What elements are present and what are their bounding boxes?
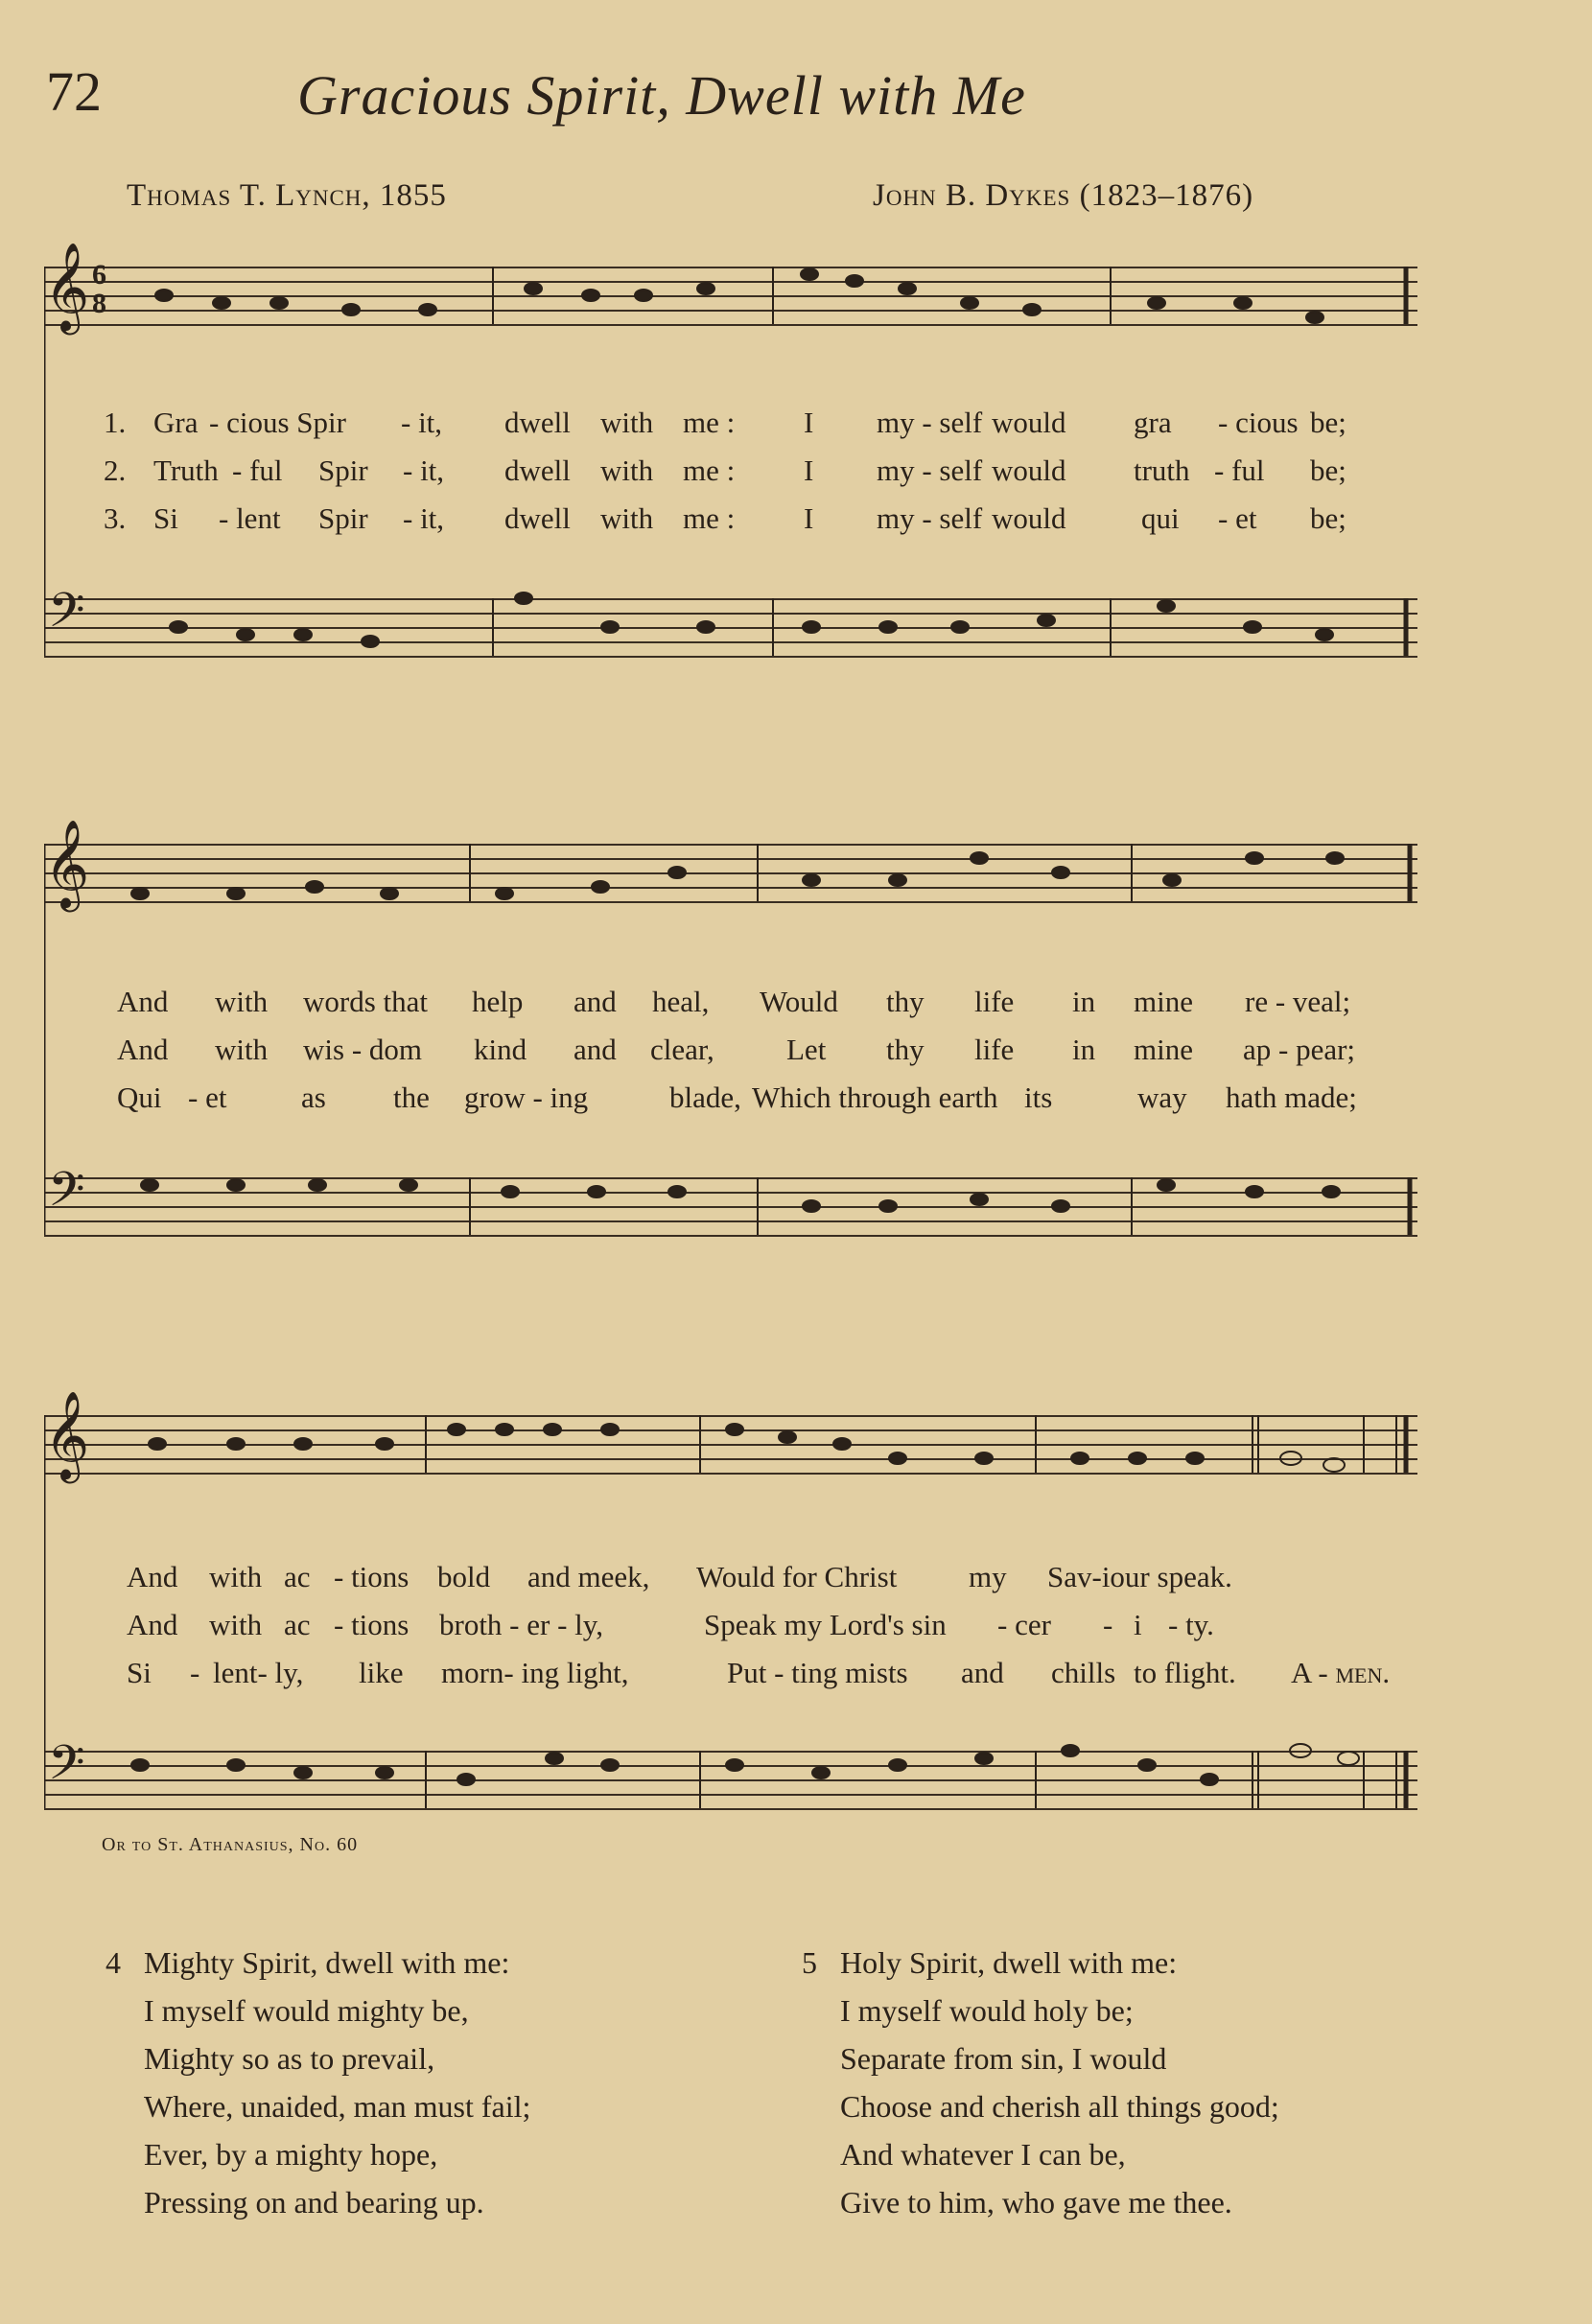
verse-5-line: And whatever I can be, [840, 2137, 1126, 2172]
author-credit: Thomas T. Lynch, 1855 [127, 178, 447, 213]
verse-5-line: I myself would holy be; [840, 1993, 1134, 2028]
bass-clef-icon: 𝄢 [48, 1737, 85, 1801]
verse-4-number: 4 [105, 1945, 121, 1980]
verse-5-number: 5 [802, 1945, 817, 1980]
page-number: 72 [46, 60, 102, 123]
treble-clef-icon: 𝄞 [44, 245, 90, 330]
verse-5-line: Holy Spirit, dwell with me: [840, 1945, 1178, 1980]
treble-clef-icon: 𝄞 [44, 1394, 90, 1478]
verse-4-line: Pressing on and bearing up. [144, 2185, 484, 2219]
time-signature-bottom: 8 [92, 288, 106, 319]
treble-clef-icon: 𝄞 [44, 823, 90, 907]
verse-4-line: Mighty so as to prevail, [144, 2041, 435, 2076]
verse-5-line: Separate from sin, I would [840, 2041, 1167, 2076]
verse-5-line: Give to him, who gave me thee. [840, 2185, 1232, 2219]
bass-clef-icon: 𝄢 [48, 1164, 85, 1227]
verse-4-line: Where, unaided, man must fail; [144, 2089, 531, 2124]
verse-4 [105, 1939, 531, 2226]
verse-5 [802, 1939, 1279, 2226]
verse-4-line: Mighty Spirit, dwell with me: [144, 1945, 510, 1980]
bass-clef-icon: 𝄢 [48, 585, 85, 648]
verse-4-line: I myself would mighty be, [144, 1993, 469, 2028]
alternate-tune-note: Or to St. Athanasius, No. 60 [102, 1834, 359, 1855]
verse-4-line: Ever, by a mighty hope, [144, 2137, 438, 2172]
verse-5-line: Choose and cherish all things good; [840, 2089, 1279, 2124]
hymn-title: Gracious Spirit, Dwell with Me [297, 64, 1026, 127]
time-signature-top: 6 [92, 259, 106, 290]
composer-credit: John B. Dykes (1823–1876) [873, 178, 1254, 213]
